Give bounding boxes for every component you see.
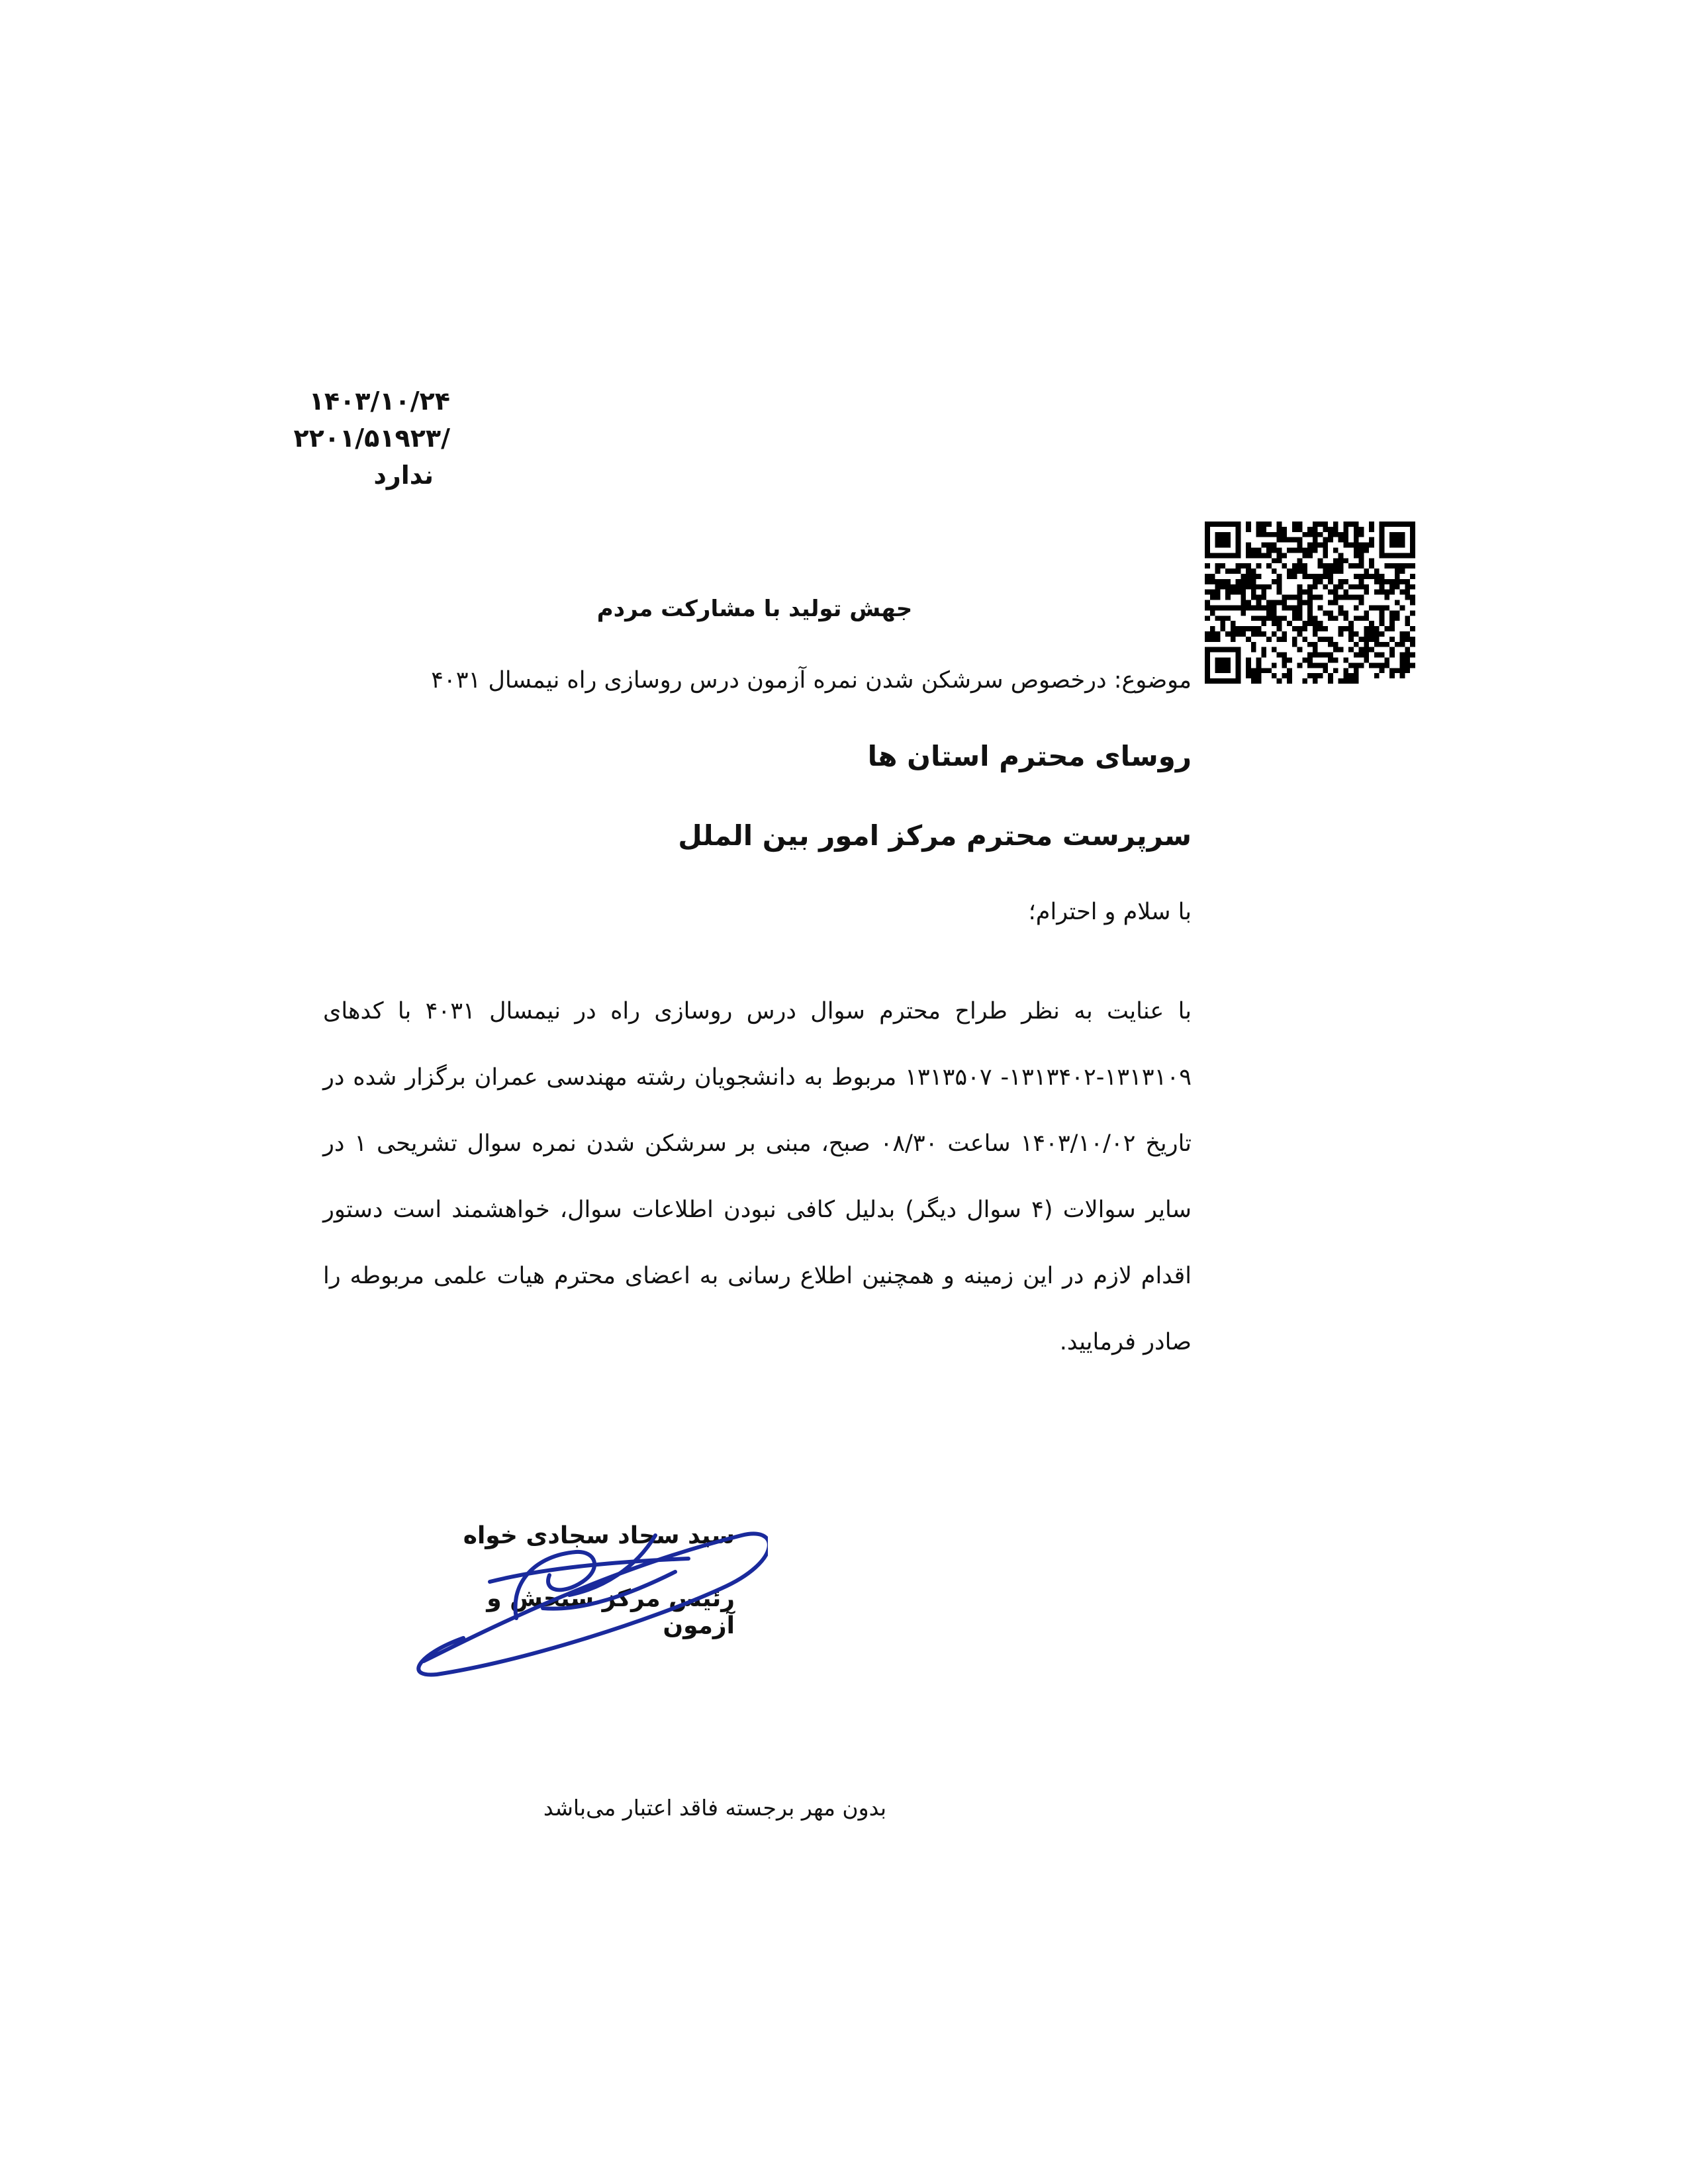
letter-attachment: ندارد: [373, 461, 434, 490]
handwritten-signature-icon: [410, 1496, 768, 1681]
greeting: با سلام و احترام؛: [1028, 899, 1192, 925]
letter-date: ۱۴۰۳/۱۰/۲۴: [308, 387, 450, 416]
recipient-line-2: سرپرست محترم مرکز امور بین الملل: [678, 819, 1192, 852]
letter-body: با عنایت به نظر طراح محترم سوال درس روسازی راه در نیمسال ۴۰۳۱ با کدهای ۱۳۱۳۱۰۹-۱۳۱۳۴۰۲- ۱۳۱۳۵۰۷ مربوط به دانشجویان رشته مهندسی عمران برگزار شده در تاریخ ۱۴۰۳/۱۰/۰۲ ساعت ۰۸/۳۰ صبح، مبنی بر سرشکن شدن نمره سوال تشریحی ۱ در سایر سوالات (۴ سوال دیگر) بدلیل کافی نبودن اطلاعات سوال، خواهشمند است دستور اقدام لازم در این زمینه و همچنین اطلاع رسانی به اعضای محترم هیات علمی مربوطه را صادر فرمایید.: [323, 998, 1192, 1355]
signer-name: سید سجاد سجادی خواه: [463, 1522, 735, 1549]
letter-number: /۲۲۰۱/۵۱۹۲۳: [293, 424, 450, 453]
signer-title: رئیس مرکز سنجش و آزمون: [487, 1585, 735, 1639]
recipient-line-1: روسای محترم استان ها: [867, 740, 1192, 772]
qr-code-icon: [1205, 522, 1415, 684]
letter-subject: موضوع: درخصوص سرشکن شدن نمره آزمون درس روسازی راه نیمسال ۴۰۳۱: [431, 667, 1192, 694]
footer-validity-note: بدون مهر برجسته فاقد اعتبار می‌باشد: [543, 1795, 887, 1821]
slogan: جهش تولید با مشارکت مردم: [596, 596, 913, 622]
